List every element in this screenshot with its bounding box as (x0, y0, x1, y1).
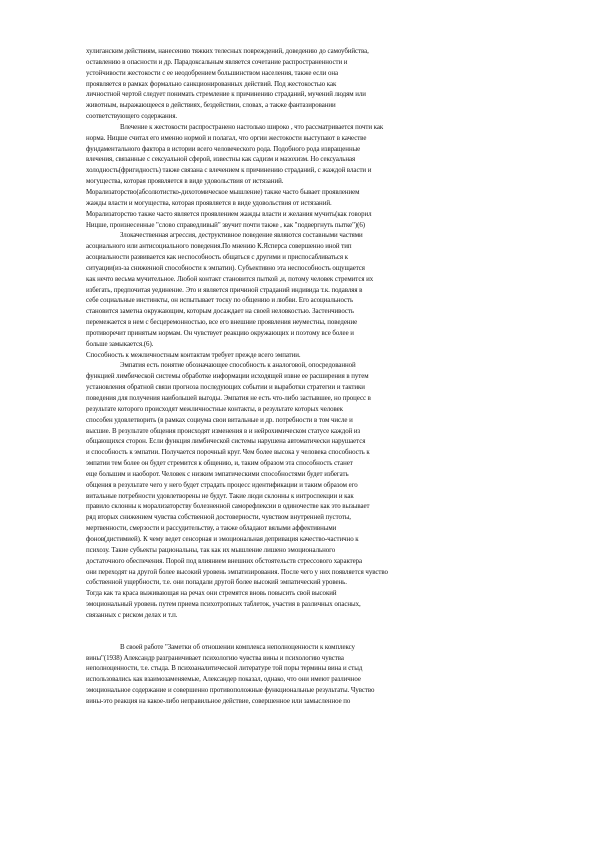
text-line: эмоциональный уровень путем приема психотропных таблеток, участия в различных опасных, (86, 601, 361, 609)
text-line: мертвенности, смерзости и рассудительству, а также обладают вялыми аффективными (86, 525, 337, 533)
text-line: Морализаторство также часто является проявлением жажды власти и желания мучить(как говорил (86, 210, 372, 218)
text-line: витальные потребности удовлетворены не будут. Такие люди склонны к интроспекции и как (86, 492, 354, 500)
text-line: функцией лимбической системы обработке информации исходящей извне ее расширения в путем (86, 373, 369, 381)
paragraph-empathy (86, 361, 518, 621)
text-line: достаточного обеспечения. Порой под влиянием внешних обстоятельств стрессового характера (86, 557, 363, 565)
text-line: норма. Ницше считал его именно нормой и полагал, что оргии жестокости выступают в качестве (86, 134, 367, 142)
paragraph-contacts (86, 351, 518, 362)
paragraph-cruelty-norm (86, 123, 518, 231)
paragraph-spacer (86, 622, 518, 643)
text-line: они переходят на другой более высокий уровень эмпатизирования. После чего у них появляется чувство (86, 568, 388, 576)
text-line: связанных с риском делах и т.п. (86, 611, 178, 619)
text-line: становится заметна окружающим, которым досаждает на своей неловкостью. Застенчивость (86, 308, 354, 316)
text-line: Злокачественная агрессия, деструктивное поведение являются составными частями (120, 232, 363, 240)
text-line: асоциального или антисоциального поведения.По мнению К.Ясперса совершенно иной тип (86, 243, 352, 251)
document-page (86, 47, 518, 708)
text-line: способен удовлетворить (в рамках социума свои витальные и др. потребности в том числе и (86, 416, 353, 424)
paragraph-cruelty-intro (86, 47, 518, 123)
text-line: как нечто весьма мучительное. Любой контакт становится пыткой ,и, потому человек стремится их (86, 275, 374, 283)
text-line: фонов(дистимией). К чему ведет сенсорная и эмоциональная депривация качество-частично к (86, 535, 359, 543)
text-line: фундаментального фактора в истории всего человеческого рода. Подобного рода извращенные (86, 145, 361, 153)
text-line: Способность к межличностным контактам требует прежде всего эмпатии. (86, 351, 301, 359)
text-line: В своей работе "Заметки об отношении комплекса неполноценности к комплексу (120, 643, 355, 651)
text-line: высшие. В результате общения происходят изменения в и нейрохимическом статусе каждой из (86, 427, 361, 435)
text-line: еще большим и наоборот. Человек с низким эмпатическими способностями будет избегать (86, 470, 349, 478)
text-line: проявляется в рамках формально санкционированных действий. Под жестокостью как (86, 80, 337, 88)
text-line: вины-это реакция на какое-либо неправильное действие, совершенное или замысленное по (86, 697, 351, 705)
text-line: могущества, которая проявляется в виде удовольствия от истязаний. (86, 178, 284, 186)
text-line: ситуации(из-за сниженной способности к эмпатии). Субъективно эта неспособность ощущается (86, 264, 365, 272)
text-line: общающихся сторон. Если функция лимбической системы нарушена автоматически нарушается (86, 438, 366, 446)
text-line: психозу. Такие субъекты рациональны, так как их мышление лишено эмоционального (86, 546, 336, 554)
text-line: эмоциональное содержание и совершенно противоположные функциональные результаты. Чувство (86, 687, 375, 695)
text-line: эмпатии тем более он будет стремится к общению, и, таким образом эта способность станет (86, 460, 353, 468)
text-line: больше замыкается.(6). (86, 340, 154, 348)
text-line: Тогда как та краса выживающая на речах они стремятся вновь повысить свой высокий (86, 590, 337, 598)
text-line: хулиганским действиям, нанесению тяжких телесных повреждений, доведению до самоубийства, (86, 48, 369, 55)
text-line: асоциальности развивается как неспособность общаться с другими и приспосабливаться к (86, 254, 348, 262)
text-line: противоречит принятым нормам. Он чувствует реакцию окружающих и поэтому все более и (86, 329, 354, 337)
text-line: установления обратной связи прогноза последующих событии и выработки стратегии и тактики (86, 384, 365, 392)
text-line: поведения для получения наибольшей выгоды. Эмпатия не есть что-либо застывшее, но процесс в (86, 395, 371, 402)
text-line: перемежается в нем с бесцеремонностью, все его внешние проявления неуместны, поведение (86, 319, 358, 327)
text-line: устойчивости жестокости с ее неодобрением большинством населения, также если она (86, 69, 339, 77)
paragraph-guilt-shame (86, 643, 518, 708)
text-line: собственной ущербности, т.е. они попадали другой более высокий эмпатический уровень. (86, 579, 347, 587)
text-line: результате которого происходят межличностные контакты, в результате которых человек (86, 405, 343, 413)
text-line: холодность(фригидность) также связана с влечением к причинению страданий, с жаждой власти и (86, 167, 372, 175)
text-line: Морализаторство(абсолютистко-дихотомическое мышление) также часто бывает проявлением (86, 188, 360, 196)
text-line: влечения, связанные с сексуальной сферой, известны как садизм и мазохизм. Но сексуальная (86, 156, 356, 164)
text-line: себе социальные инстинкты, он испытывает тоску по общению и любви. Его асоциальность (86, 297, 354, 305)
text-line: животным, выражающееся в действиях, бездействии, словах, а также фантазировании (86, 102, 336, 110)
text-line: оставлению в опасности и др. Парадоксальным является сочетание распространенности и (86, 58, 348, 66)
text-line: ряд вторых снижением чувства собственной достоверности, чувством внутренней пустоты, (86, 514, 351, 522)
text-line: избегать, предпочитая уединение. Это и является причиной страданий индивида т.к. подавляя в (86, 286, 363, 294)
text-line: жажды власти и могущества, которая проявляется в виде удовольствия от истязаний. (86, 199, 332, 207)
text-line: неполноценности, т.е. стыда. В психоаналитической литературе той поры термины вина и стыд (86, 665, 363, 673)
text-line: общения в результате чего у него будет страдать процесс идентификации и таким образом его (86, 481, 358, 489)
text-line: Эмпатия есть понятие обозначающее способность к аналоговой, опосредованной (120, 362, 356, 370)
paragraph-aggression (86, 231, 518, 350)
text-line: использовались как взаимозаменяемые, Александер показал, однако, что они имеют различное (86, 676, 361, 684)
text-line: Влечение к жестокости распространено настолько широко , что рассматривается почти как (120, 123, 384, 131)
text-line: личностной чертой следует понимать стремление к причинению страданий, мучений людям или (86, 91, 366, 99)
text-line: Ницше, произнесенные "слово справедливый" звучит почти также , как "подвергнуть пытке")(6) (86, 221, 366, 229)
text-line: соответствующего содержания. (86, 113, 178, 121)
text-line: правило склонны к морализаторству болезненной саморефлексии в одиночестве как это вызывает (86, 503, 370, 511)
text-line: и способность к эмпатии. Получается порочный круг. Чем более высока у человека способность к (86, 449, 370, 457)
text-line: вины"(1938) Александр разграничивает психологию чувства вины и психологию чувства (86, 654, 344, 662)
